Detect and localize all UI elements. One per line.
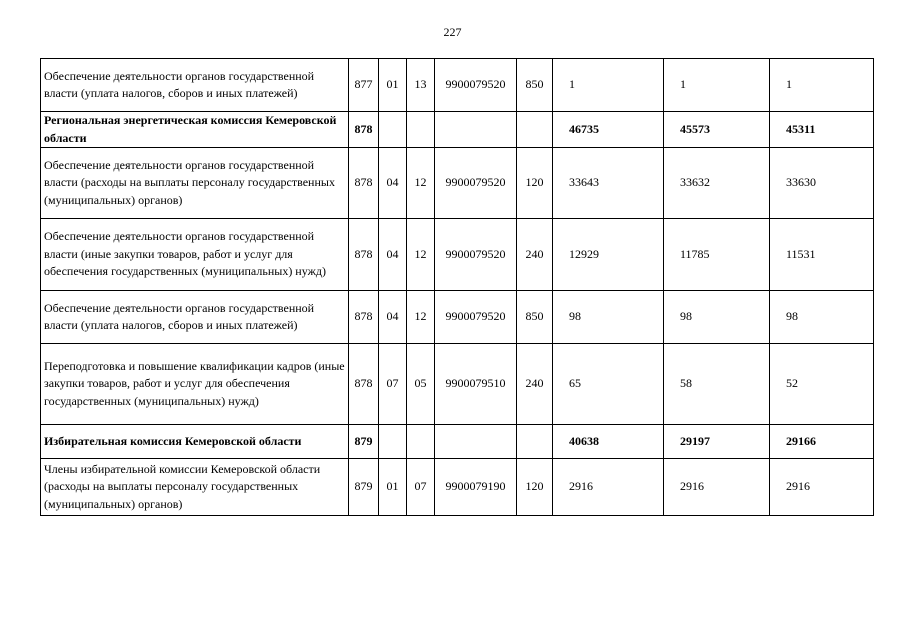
section-code-cell (379, 112, 407, 148)
table-row (41, 425, 874, 459)
amount-year-1-cell: 98 (553, 291, 664, 344)
table-row (41, 291, 874, 344)
section-code-cell: 01 (379, 459, 407, 516)
row-name-cell: Обеспечение деятельности органов государственной власти (уплата налогов, сборов и иных платежей) (41, 291, 349, 344)
subsection-code-cell: 05 (407, 344, 435, 425)
amount-year-2-cell: 1 (664, 59, 770, 112)
target-article-cell: 9900079520 (435, 219, 517, 291)
page-number: 227 (443, 25, 462, 39)
ministry-code-cell: 878 (349, 219, 379, 291)
amount-year-3-cell: 98 (770, 291, 874, 344)
table-row (41, 459, 874, 516)
expense-type-cell (517, 425, 553, 459)
amount-year-1-cell: 46735 (553, 112, 664, 148)
target-article-cell: 9900079520 (435, 291, 517, 344)
ministry-code-cell: 878 (349, 112, 379, 148)
subsection-code-cell: 13 (407, 59, 435, 112)
amount-year-2-cell: 11785 (664, 219, 770, 291)
subsection-code-cell: 12 (407, 148, 435, 219)
amount-year-3-cell: 52 (770, 344, 874, 425)
expense-type-cell (517, 112, 553, 148)
row-name-cell: Обеспечение деятельности органов государственной власти (иные закупки товаров, работ и услуг для обеспечения государственных (муниципальных) нужд) (41, 219, 349, 291)
table-row (41, 112, 874, 148)
ministry-code-cell: 879 (349, 425, 379, 459)
row-name-cell: Переподготовка и повышение квалификации кадров (иные закупки товаров, работ и услуг для обеспечения государственных (муниципальных) нужд) (41, 344, 349, 425)
table-row (41, 344, 874, 425)
subsection-code-cell (407, 112, 435, 148)
expense-type-cell: 850 (517, 291, 553, 344)
amount-year-2-cell: 58 (664, 344, 770, 425)
amount-year-3-cell: 45311 (770, 112, 874, 148)
target-article-cell: 9900079510 (435, 344, 517, 425)
expense-type-cell: 120 (517, 459, 553, 516)
table-row (41, 219, 874, 291)
target-article-cell: 9900079520 (435, 59, 517, 112)
subsection-code-cell: 07 (407, 459, 435, 516)
section-code-cell: 04 (379, 219, 407, 291)
section-code-cell: 01 (379, 59, 407, 112)
amount-year-1-cell: 2916 (553, 459, 664, 516)
subsection-code-cell (407, 425, 435, 459)
amount-year-3-cell: 1 (770, 59, 874, 112)
amount-year-2-cell: 33632 (664, 148, 770, 219)
amount-year-2-cell: 98 (664, 291, 770, 344)
amount-year-1-cell: 65 (553, 344, 664, 425)
expense-type-cell: 850 (517, 59, 553, 112)
ministry-code-cell: 878 (349, 148, 379, 219)
table-row (41, 59, 874, 112)
ministry-code-cell: 878 (349, 344, 379, 425)
amount-year-2-cell: 45573 (664, 112, 770, 148)
amount-year-2-cell: 2916 (664, 459, 770, 516)
budget-table (40, 58, 874, 516)
table-body (41, 59, 874, 516)
row-name-cell: Обеспечение деятельности органов государственной власти (уплата налогов, сборов и иных платежей) (41, 59, 349, 112)
amount-year-2-cell: 29197 (664, 425, 770, 459)
amount-year-3-cell: 29166 (770, 425, 874, 459)
section-code-cell: 04 (379, 148, 407, 219)
section-code-cell (379, 425, 407, 459)
target-article-cell (435, 112, 517, 148)
row-name-cell: Члены избирательной комиссии Кемеровской области (расходы на выплаты персоналу государственных (муниципальных) органов) (41, 459, 349, 516)
amount-year-1-cell: 40638 (553, 425, 664, 459)
subsection-code-cell: 12 (407, 219, 435, 291)
ministry-code-cell: 877 (349, 59, 379, 112)
amount-year-1-cell: 33643 (553, 148, 664, 219)
row-name-cell: Обеспечение деятельности органов государственной власти (расходы на выплаты персоналу государственных (муниципальных) органов) (41, 148, 349, 219)
subsection-code-cell: 12 (407, 291, 435, 344)
section-code-cell: 07 (379, 344, 407, 425)
target-article-cell: 9900079520 (435, 148, 517, 219)
row-name-cell: Избирательная комиссия Кемеровской области (41, 425, 349, 459)
amount-year-1-cell: 12929 (553, 219, 664, 291)
expense-type-cell: 240 (517, 219, 553, 291)
amount-year-3-cell: 11531 (770, 219, 874, 291)
row-name-cell: Региональная энергетическая комиссия Кемеровской области (41, 112, 349, 148)
expense-type-cell: 240 (517, 344, 553, 425)
table-row (41, 148, 874, 219)
ministry-code-cell: 879 (349, 459, 379, 516)
section-code-cell: 04 (379, 291, 407, 344)
target-article-cell (435, 425, 517, 459)
amount-year-1-cell: 1 (553, 59, 664, 112)
expense-type-cell: 120 (517, 148, 553, 219)
target-article-cell: 9900079190 (435, 459, 517, 516)
amount-year-3-cell: 33630 (770, 148, 874, 219)
amount-year-3-cell: 2916 (770, 459, 874, 516)
ministry-code-cell: 878 (349, 291, 379, 344)
